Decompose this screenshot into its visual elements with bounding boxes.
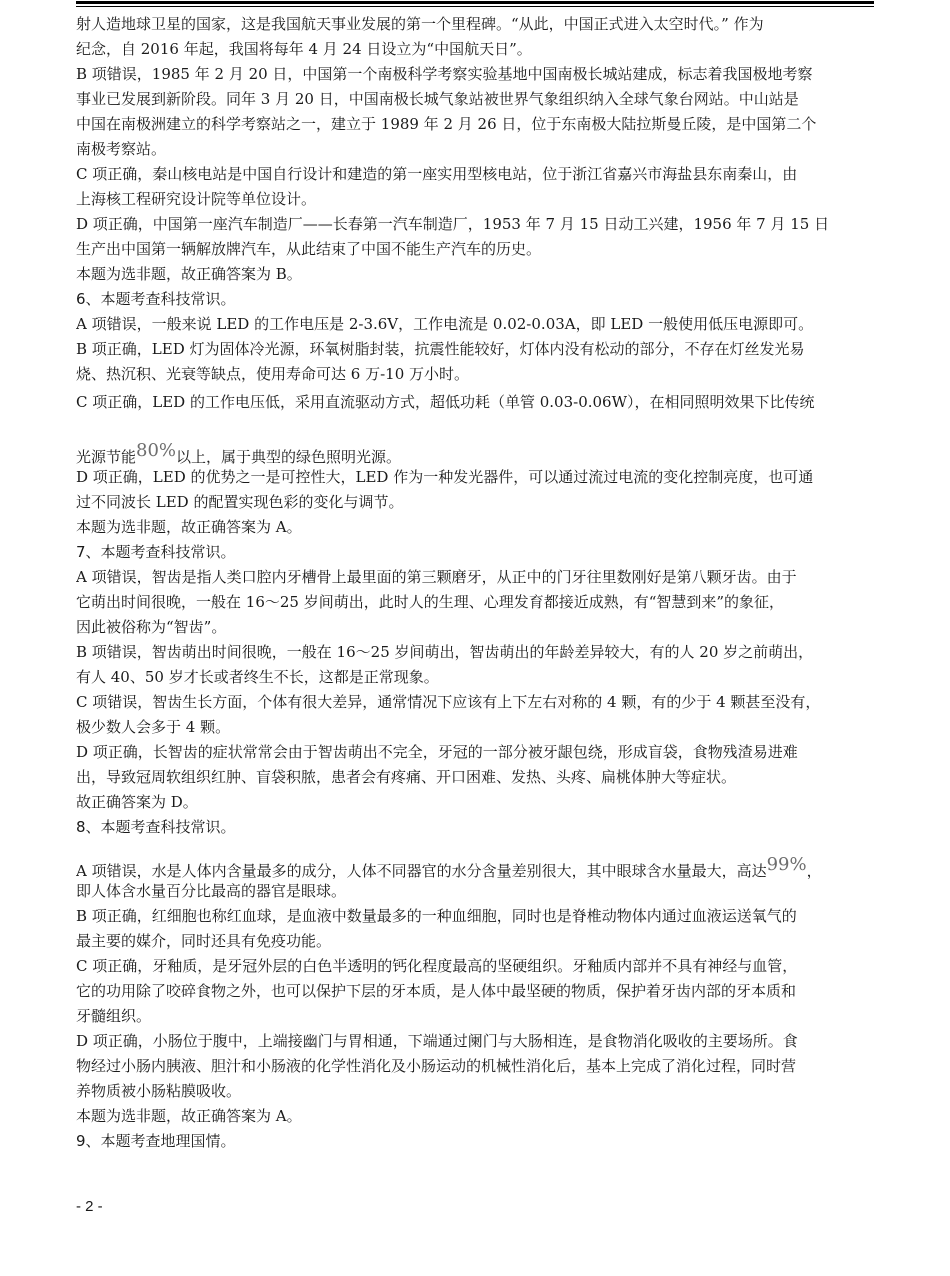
text-line [76, 137, 876, 162]
line-text: 它的功用除了咬碎食物之外，也可以保护下层的牙本质，是人体中最坚硬的物质，保护着牙齿内部的牙本质和 [76, 982, 797, 1000]
text-line [76, 904, 876, 929]
text-line [76, 37, 876, 62]
line-text: 极少数人会多于 4 颗。 [76, 718, 231, 736]
text-line [76, 1029, 876, 1054]
line-text: 即人体含水量百分比最高的器官是眼球。 [76, 882, 347, 900]
line-text: 、本题考查科技常识。 [85, 290, 236, 308]
text-line [76, 1054, 876, 1079]
line-text: 射人造地球卫星的国家，这是我国航天事业发展的第一个里程碑。“从此，中国正式进入太空时代。” 作为 [76, 15, 764, 33]
text-line [76, 337, 876, 362]
line-text: 因此被俗称为“智齿”。 [76, 618, 227, 636]
header-rule-thick [76, 1, 874, 4]
line-text-tail: ， [806, 862, 822, 879]
line-text: 光源节能 [76, 448, 137, 465]
line-text: D 项正确，LED 的优势之一是可控性大，LED 作为一种发光器件，可以通过流过电流的变化控制亮度，也可通 [76, 468, 814, 486]
line-text: 事业已发展到新阶段。同年 3 月 20 日，中国南极长城气象站被世界气象组织纳入全球气象台网站。中山站是 [76, 90, 799, 108]
text-line [76, 312, 876, 337]
line-text: B 项正确，红细胞也称红血球，是血液中数量最多的一种血细胞，同时也是脊椎动物体内通过血液运送氧气的 [76, 907, 797, 925]
line-text: 出，导致冠周软组织红肿、盲袋积脓，患者会有疼痛、开口困难、发热、头疼、扁桃体肿大等症状。 [76, 768, 737, 786]
question-heading [76, 540, 876, 565]
line-text: D 项正确，长智齿的症状常常会由于智齿萌出不完全，牙冠的一部分被牙龈包绕，形成盲袋，食物残渣易进难 [76, 743, 798, 761]
line-text: 本题为选非题，故正确答案为 A。 [76, 1107, 302, 1125]
line-text: 它萌出时间很晚，一般在 16～25 岁间萌出，此时人的生理、心理发育都接近成熟，有“智慧到来”的象征， [76, 593, 785, 611]
text-line [76, 62, 876, 87]
line-text: C 项正确，牙釉质，是牙冠外层的白色半透明的钙化程度最高的坚硬组织。牙釉质内部并不具有神经与血管， [76, 957, 798, 975]
text-line [76, 515, 876, 540]
line-text: 、本题考查科技常识。 [85, 818, 236, 836]
line-text: 南极考察站。 [76, 140, 167, 158]
question-number: 6 [76, 290, 86, 308]
line-text: 中国在南极洲建立的科学考察站之一，建立于 1989 年 2 月 26 日，位于东南极大陆拉斯曼丘陵，是中国第二个 [76, 115, 817, 133]
line-text: 、本题考查地理国情。 [85, 1132, 236, 1150]
text-line [76, 879, 876, 904]
line-text: 有人 40、50 岁才长或者终生不长，这都是正常现象。 [76, 668, 439, 686]
text-line [76, 87, 876, 112]
line-text: 本题为选非题，故正确答案为 B。 [76, 265, 302, 283]
text-line [76, 212, 876, 237]
text-line [76, 665, 876, 690]
question-heading [76, 1129, 876, 1154]
text-line [76, 690, 876, 715]
inline-formula: 99% [766, 854, 807, 875]
line-text: D 项正确，中国第一座汽车制造厂——长春第一汽车制造厂，1953 年 7 月 15 日动工兴建，1956 年 7 月 15 日 [76, 215, 830, 233]
line-text: 养物质被小肠粘膜吸收。 [76, 1082, 242, 1100]
line-text: C 项正确，LED 的工作电压低，采用直流驱动方式，超低功耗（单管 0.03-0.06W），在相同照明效果下比传统 [76, 393, 815, 411]
text-line [76, 1004, 876, 1029]
line-text: C 项错误，智齿生长方面，个体有很大差异，通常情况下应该有上下左右对称的 4 颗，有的少于 4 颗甚至没有， [76, 693, 821, 711]
line-text: 上海核工程研究设计院等单位设计。 [76, 190, 317, 208]
question-number: 8 [76, 818, 86, 836]
line-text: 烧、热沉积、光衰等缺点，使用寿命可达 6 万-10 万小时。 [76, 365, 470, 383]
header-rule-thin [76, 6, 874, 7]
text-line [76, 840, 876, 879]
line-text: 过不同波长 LED 的配置实现色彩的变化与调节。 [76, 493, 404, 511]
line-text: B 项错误，智齿萌出时间很晚，一般在 16～25 岁间萌出，智齿萌出的年龄差异较大，有的人 20 岁之前萌出， [76, 643, 814, 661]
text-line [76, 740, 876, 765]
text-line [76, 465, 876, 490]
question-number: 9 [76, 1132, 86, 1150]
line-text: B 项正确，LED 灯为固体冷光源，环氧树脂封装，抗震性能较好，灯体内没有松动的部分，不存在灯丝发光易 [76, 340, 805, 358]
question-heading [76, 287, 876, 312]
text-line [76, 262, 876, 287]
page-number: - 2 - [76, 1198, 103, 1215]
line-text: 故正确答案为 D。 [76, 793, 198, 811]
line-text-tail: 以上，属于典型的绿色照明光源。 [176, 448, 402, 465]
text-line [76, 979, 876, 1004]
text-line [76, 590, 876, 615]
text-line [76, 112, 876, 137]
text-line [76, 929, 876, 954]
line-text: 物经过小肠内胰液、胆汁和小肠液的化学性消化及小肠运动的机械性消化后，基本上完成了消化过程，同时营 [76, 1057, 797, 1075]
line-text: 本题为选非题，故正确答案为 A。 [76, 518, 302, 536]
text-line [76, 640, 876, 665]
text-line [76, 1104, 876, 1129]
text-line [76, 12, 876, 37]
text-line [76, 615, 876, 640]
text-line [76, 765, 876, 790]
line-text: 牙髓组织。 [76, 1007, 152, 1025]
line-text: B 项错误，1985 年 2 月 20 日，中国第一个南极科学考察实验基地中国南极长城站建成，标志着我国极地考察 [76, 65, 813, 83]
text-line [76, 362, 876, 387]
question-heading [76, 815, 876, 840]
line-text: D 项正确，小肠位于腹中，上端接幽门与胃相通，下端通过阑门与大肠相连，是食物消化吸收的主要场所。食 [76, 1032, 798, 1050]
text-line [76, 715, 876, 740]
text-line [76, 162, 876, 187]
line-text: A 项错误，智齿是指人类口腔内牙槽骨上最里面的第三颗磨牙，从正中的门牙往里数刚好是第八颗牙齿。由于 [76, 568, 797, 586]
line-text: 、本题考查科技常识。 [85, 543, 236, 561]
inline-formula: 80% [136, 440, 177, 461]
line-text: A 项错误，一般来说 LED 的工作电压是 2-3.6V，工作电流是 0.02-0.03A，即 LED 一般使用低压电源即可。 [76, 315, 814, 333]
line-text: A 项错误，水是人体内含量最多的成分，人体不同器官的水分含量差别很大，其中眼球含水量最大，高达 [76, 862, 767, 879]
line-text: 最主要的媒介，同时还具有免疫功能。 [76, 932, 332, 950]
line-text: 纪念，自 2016 年起，我国将每年 4 月 24 日设立为“中国航天日”。 [76, 40, 532, 58]
text-line [76, 490, 876, 515]
text-line [76, 954, 876, 979]
text-line [76, 237, 876, 262]
text-line [76, 790, 876, 815]
text-line [76, 187, 876, 212]
text-line [76, 565, 876, 590]
text-line [76, 426, 876, 465]
text-line [76, 387, 876, 426]
line-text: 生产出中国第一辆解放牌汽车，从此结束了中国不能生产汽车的历史。 [76, 240, 542, 258]
line-text: C 项正确，秦山核电站是中国自行设计和建造的第一座实用型核电站，位于浙江省嘉兴市海盐县东南秦山，由 [76, 165, 798, 183]
text-line [76, 1079, 876, 1104]
question-number: 7 [76, 543, 86, 561]
document-body [76, 12, 876, 1154]
